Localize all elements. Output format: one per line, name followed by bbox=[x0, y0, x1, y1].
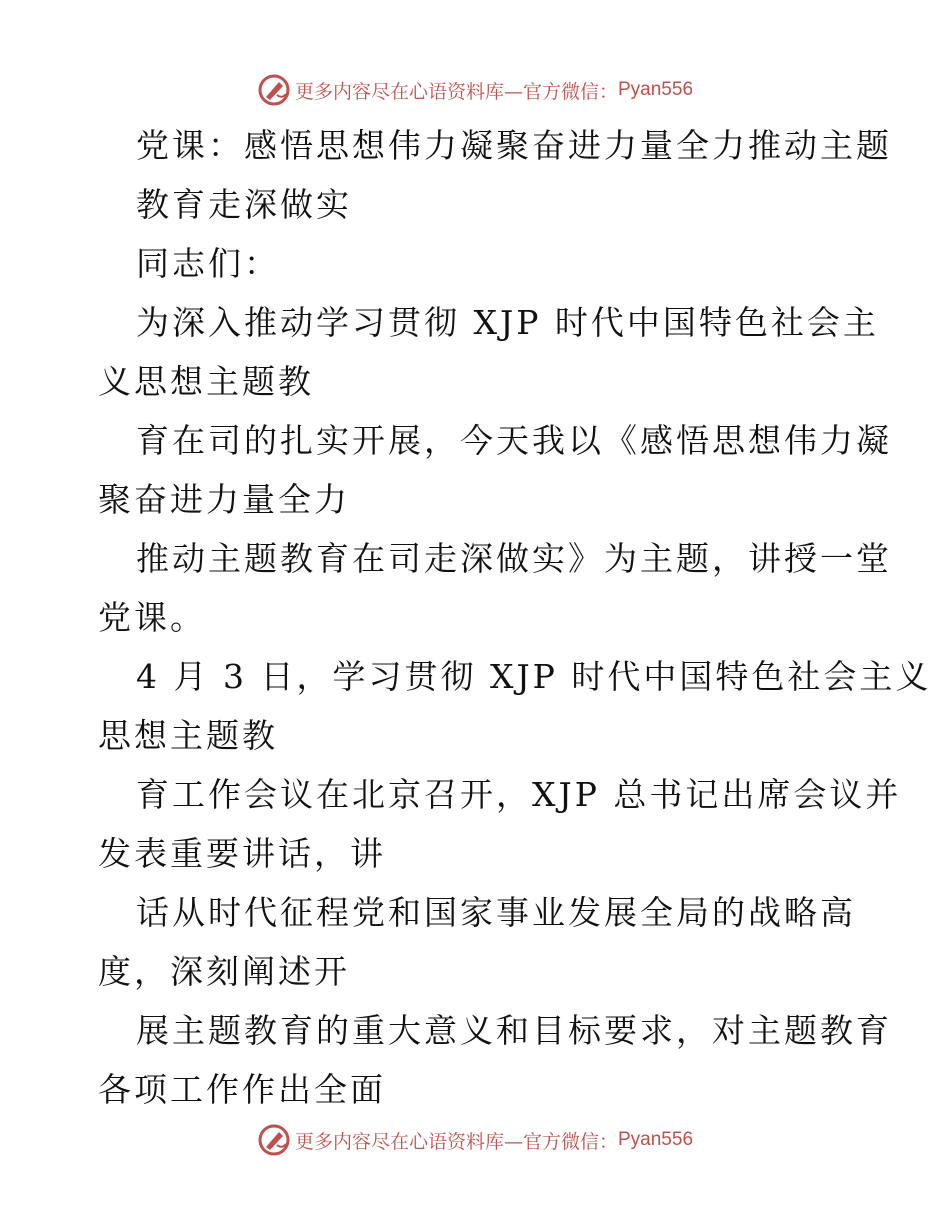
paragraph-line: 度，深刻阐述开 bbox=[98, 952, 350, 991]
paragraph-line: 展主题教育的重大意义和目标要求，对主题教育 bbox=[136, 1011, 892, 1050]
paragraph-line: 义思想主题教 bbox=[98, 362, 314, 401]
paragraph-line: 话从时代征程党和国家事业发展全局的战略高 bbox=[136, 893, 856, 932]
logo-icon bbox=[257, 73, 291, 107]
paragraph-line: 育工作会议在北京召开，XJP 总书记出席会议并 bbox=[136, 775, 902, 814]
paragraph-line: 推动主题教育在司走深做实》为主题，讲授一堂 bbox=[136, 539, 892, 578]
salutation: 同志们： bbox=[136, 244, 280, 283]
logo-icon bbox=[257, 1123, 291, 1157]
paragraph-line: 聚奋进力量全力 bbox=[98, 480, 350, 519]
footer-banner bbox=[0, 1120, 950, 1160]
paragraph-line: 育在司的扎实开展，今天我以《感悟思想伟力凝 bbox=[136, 421, 892, 460]
footer-wechat-id: Pyan556 bbox=[618, 1129, 694, 1150]
paragraph-line: 思想主题教 bbox=[98, 716, 278, 755]
title-line-1: 党课：感悟思想伟力凝聚奋进力量全力推动主题 bbox=[136, 126, 892, 165]
header-banner bbox=[0, 70, 950, 110]
paragraph-line: 为深入推动学习贯彻 XJP 时代中国特色社会主 bbox=[136, 303, 879, 342]
header-wechat-id: Pyan556 bbox=[618, 79, 694, 100]
paragraph-line: 发表重要讲话，讲 bbox=[98, 834, 386, 873]
footer-text: 更多内容尽在心语资料库—官方微信： bbox=[294, 1130, 618, 1153]
header-text: 更多内容尽在心语资料库—官方微信： bbox=[294, 80, 618, 103]
paragraph-line: 党课。 bbox=[98, 598, 206, 637]
document-body bbox=[98, 116, 932, 1119]
paragraph-line: 4 月 3 日，学习贯彻 XJP 时代中国特色社会主义 bbox=[136, 657, 932, 696]
paragraph-line: 各项工作作出全面 bbox=[98, 1070, 386, 1109]
title-line-2: 教育走深做实 bbox=[136, 185, 352, 224]
